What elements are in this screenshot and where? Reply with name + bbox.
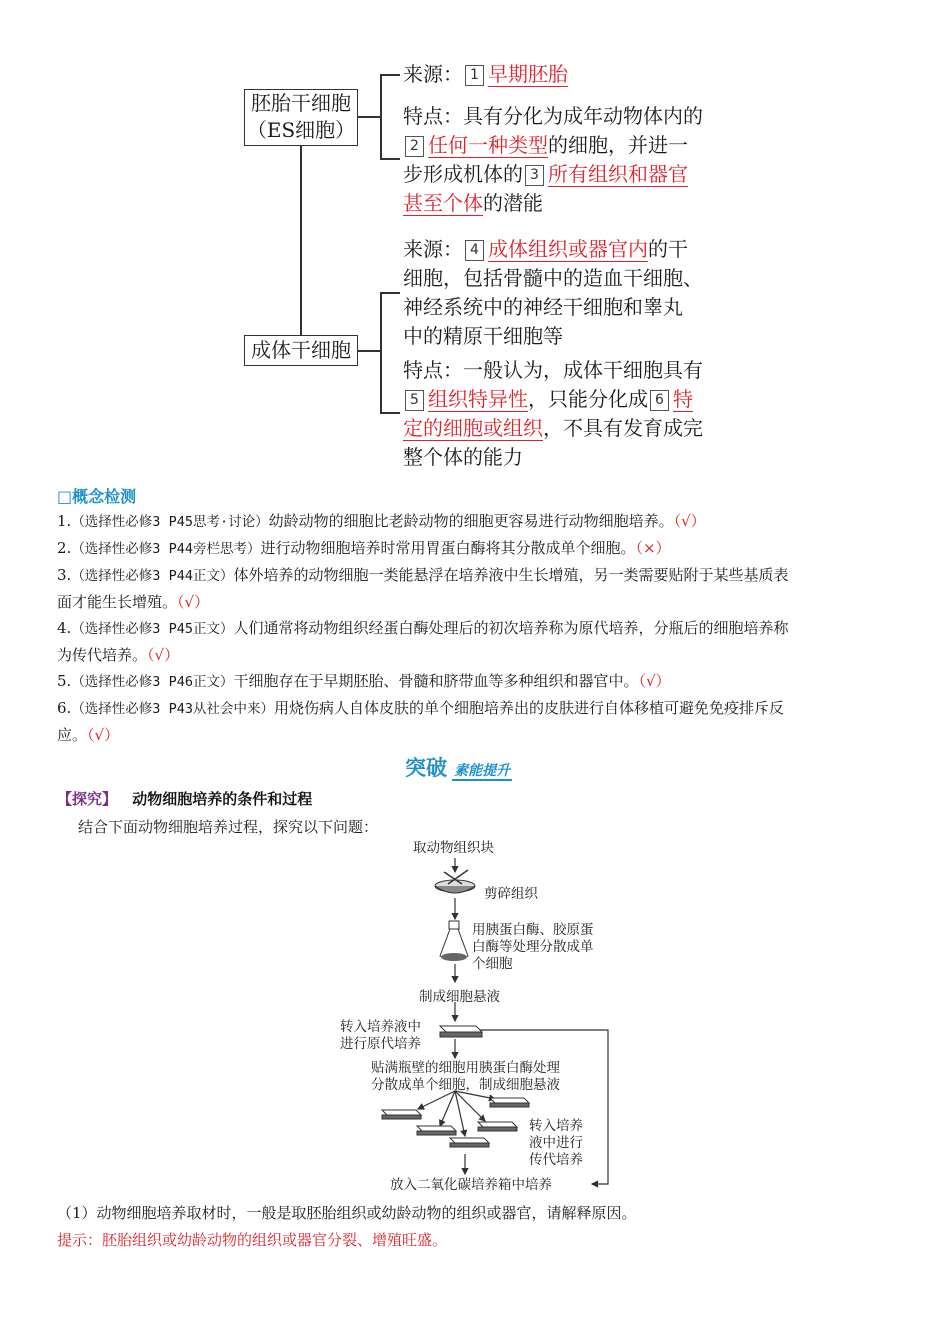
answer-blank-6: 特 [673, 387, 693, 411]
answer-blank-3: 所有组织和器官 [548, 162, 688, 186]
list-item: 4.（选择性必修3 P45正文）人们通常将动物组织经蛋白酶处理后的初次培养称为原代培养，分瓶后的细胞培养称 为传代培养。（√） [57, 619, 789, 664]
section-banner [405, 752, 512, 782]
vertical-connector [300, 146, 302, 335]
explore-heading: 【探究】 动物细胞培养的条件和过程 [57, 790, 313, 808]
flask-icon [440, 921, 468, 961]
adult-feature: 特点：一般认为，成体干细胞具有 5 组织特异性，只能分化成 6 特 定的细胞或组织，不具有发育成完 整个体的能力 [403, 358, 703, 469]
list-item: 6.（选择性必修3 P43从社会中来）用烧伤病人自体皮肤的单个细胞培养出的皮肤进行自体移植可避免免疫排斥反 应。（√） [57, 699, 784, 744]
flow-step-5: 转入培养液中 进行原代培养 [340, 1019, 421, 1052]
culture-flask-icon [440, 1026, 482, 1037]
list-item: 3.（选择性必修3 P44正文）体外培养的动物细胞一类能悬浮在培养液中生长增殖，另一类需要贴附于某些基质表 面才能生长增殖。（√） [57, 566, 789, 611]
es-source: 来源： 1 早期胚胎 [403, 62, 568, 86]
list-item: 2.（选择性必修3 P44旁栏思考）进行动物细胞培养时常用胃蛋白酶将其分散成单个细胞。（×） [57, 539, 671, 557]
flow-step-3: 用胰蛋白酶、胶原蛋 白酶等处理分散成单 个细胞 [472, 922, 594, 972]
list-item: 1.（选择性必修3 P45思考·讨论）幼龄动物的细胞比老龄动物的细胞更容易进行动物细胞培养。（√） [57, 512, 706, 530]
list-item: 5.（选择性必修3 P46正文）干细胞存在于早期胚胎、骨髓和脐带血等多种组织和器官中。（√） [57, 672, 671, 690]
flow-step-4: 制成细胞悬液 [419, 989, 500, 1005]
explore-question: （1）动物细胞培养取材时，一般是取胚胎组织或幼龄动物的组织或器官，请解释原因。 [57, 1204, 637, 1222]
flow-step-8: 放入二氧化碳培养箱中培养 [390, 1177, 552, 1193]
concept-check-title: □概念检测 [57, 487, 137, 506]
banner-main: 突破 [405, 756, 447, 780]
es-cell-box: 胚胎干细胞 （ES细胞） [244, 89, 358, 146]
explore-hint: 提示：胚胎组织或幼龄动物的组织或器官分裂、增殖旺盛。 [57, 1231, 448, 1249]
petri-dish-icon [435, 870, 475, 893]
answer-blank-2: 任何一种类型 [428, 133, 548, 157]
explore-intro: 结合下面动物细胞培养过程，探究以下问题： [78, 818, 379, 836]
banner-sub: 素能提升 [454, 763, 511, 779]
concept-check-list [57, 508, 897, 748]
flow-step-7: 转入培养 液中进行 传代培养 [529, 1118, 583, 1168]
answer-blank-4: 成体组织或器官内 [488, 237, 648, 261]
flow-step-2: 剪碎组织 [484, 886, 538, 902]
subculture-flask-icons [382, 1098, 529, 1147]
es-feature: 特点：具有分化为成年动物体内的 2 任何一种类型的细胞，并进一 步形成机体的 3 所有组织和器官 甚至个体的潜能 [403, 104, 703, 215]
adult-stem-cell-box: 成体干细胞 [244, 335, 358, 366]
adult-source: 来源： 4 成体组织或器官内的干 细胞，包括骨髓中的造血干细胞、 神经系统中的神经干细胞和睾丸 中的精原干细胞等 [403, 237, 703, 348]
answer-blank-1: 早期胚胎 [488, 62, 568, 86]
flow-step-1: 取动物组织块 [413, 840, 494, 856]
answer-blank-5: 组织特异性 [428, 387, 528, 411]
flow-step-6: 贴满瓶壁的细胞用胰蛋白酶处理 分散成单个细胞，制成细胞悬液 [371, 1060, 560, 1093]
